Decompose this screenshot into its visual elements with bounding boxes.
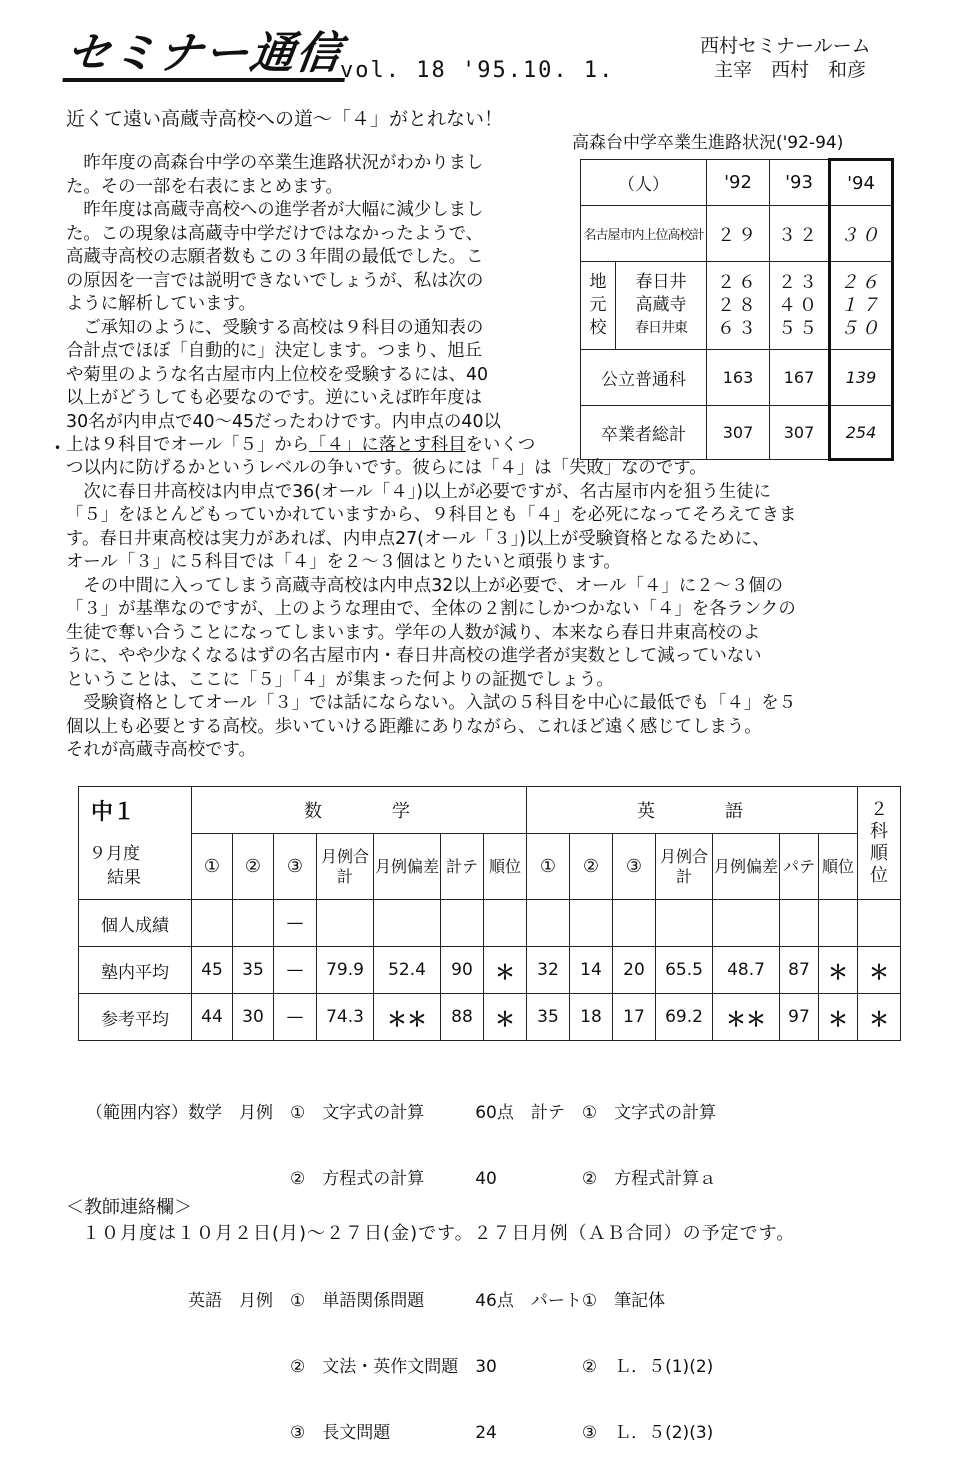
score-cell: ＊ — [858, 947, 901, 994]
article-line: それが高蔵寺高校です。 — [66, 740, 256, 760]
row-label: 卒業者総計 — [581, 406, 707, 460]
score-cell — [570, 900, 613, 947]
math-col-header: ③ — [274, 834, 317, 900]
organization — [700, 34, 871, 82]
score-table — [78, 786, 901, 1041]
score-cell: ＊ — [484, 994, 527, 1041]
underlined-phrase: 「４」に落とす科目 — [309, 435, 466, 455]
english-col-header: 月例合計 — [656, 834, 713, 900]
score-cell: 32 — [527, 947, 570, 994]
row-label: 公立普通科 — [581, 350, 707, 406]
cell-value: 307 — [707, 406, 770, 460]
article-line: た。この現象は高蔵寺中学だけではなかったようで、 — [66, 223, 484, 244]
career-table-title: 高森台中学卒業生進路状況('92-94) — [572, 133, 844, 153]
math-col-header: ① — [192, 834, 233, 900]
range-line: 英語 月例 ① 単語関係問題 46点 パート① 筆記体 — [86, 1291, 666, 1311]
score-cell: 52.4 — [374, 947, 441, 994]
math-col-header: 計テ — [441, 834, 484, 900]
article-line: 合計点でほぼ「自動的に」決定します。つまり、旭丘 — [66, 341, 482, 361]
article-line: ご承知のように、受験する高校は９科目の通知表の — [66, 317, 484, 338]
range-line: ② 文法・英作文問題 30 ② Ｌ．５(1)(2) — [86, 1357, 714, 1377]
score-cell: 14 — [570, 947, 613, 994]
english-col-header: パテ — [780, 834, 819, 900]
score-cell: 88 — [441, 994, 484, 1041]
row-label: 名古屋市内上位高校計 — [581, 206, 707, 262]
row-label: 個人成績 — [79, 900, 192, 947]
teacher-notes-body: １０月度は１０月２日(月)〜２７日(金)です。２７日月例（ＡＢ合同）の予定です。 — [82, 1223, 796, 1244]
cell-value: 167 — [770, 350, 830, 406]
article-line: や菊里のような名古屋市内上位校を受験するには、40 — [66, 364, 489, 385]
article-line: 高蔵寺高校の志願者数もこの３年間の最低でした。こ — [66, 247, 484, 267]
math-col-header: 順位 — [484, 834, 527, 900]
article-line-underlined: 上は９科目でオール「５」から「４」に落とす科目をいくつ — [66, 435, 536, 455]
score-cell: 35 — [233, 947, 274, 994]
math-col-header: 月例合計 — [317, 834, 374, 900]
score-cell: 45 — [192, 947, 233, 994]
range-line: （範囲内容）数学 月例 ① 文字式の計算 60点 計テ ① 文字式の計算 — [86, 1103, 717, 1123]
score-cell — [527, 900, 570, 947]
score-cell: ＊ — [819, 994, 858, 1041]
math-col-header: 月例偏差 — [374, 834, 441, 900]
article-line: ということは、ここに「５」「４」が集まった何よりの証拠でしょう。 — [66, 669, 614, 690]
year-header: '92 — [707, 160, 770, 206]
year-header-highlight: '94 — [830, 160, 893, 206]
score-cell — [713, 900, 780, 947]
two-subject-rank-header: ２ 科 順 位 — [858, 787, 901, 900]
article-line: す。春日井東高校は実力があれば、内申点27(オール「３」)以上が受験資格となるために、 — [66, 528, 770, 549]
range-line: ② 方程式の計算 40 ② 方程式計算ａ — [86, 1169, 717, 1189]
cell-value: ３２ — [770, 206, 830, 262]
english-header: 英 語 — [527, 787, 858, 834]
score-cell — [374, 900, 441, 947]
cell-value: 163 — [707, 350, 770, 406]
table-row — [79, 947, 901, 994]
english-col-header: ③ — [613, 834, 656, 900]
score-cell: 90 — [441, 947, 484, 994]
score-cell: 35 — [527, 994, 570, 1041]
score-cell: — — [274, 947, 317, 994]
article-line: た。その一部を右表にまとめます。 — [66, 176, 343, 197]
article-line: 「５」をほとんどもっていかれていますから、９科目とも「４」を必死になってそろえてきま — [66, 505, 797, 525]
article-line: つ以内に防げるかというレベルの争いです。彼らには「４」は「失敗」なのです。 — [66, 458, 707, 478]
article-line: 昨年度は高蔵寺高校への進学者が大幅に減少しまし — [66, 200, 484, 220]
score-cell — [656, 900, 713, 947]
unit-label: （人） — [581, 160, 707, 206]
score-cell — [819, 900, 858, 947]
score-cell: ＊ — [819, 947, 858, 994]
score-cell: 18 — [570, 994, 613, 1041]
math-col-header: ② — [233, 834, 274, 900]
score-cell: 97 — [780, 994, 819, 1041]
career-table — [580, 158, 894, 461]
score-cell — [192, 900, 233, 947]
local-values-92: ２６ ２８ ６３ — [707, 262, 770, 350]
score-cell: ＊＊ — [374, 994, 441, 1041]
score-cell — [233, 900, 274, 947]
article-body-narrow — [66, 152, 535, 458]
score-cell: — — [274, 900, 317, 947]
table-row — [79, 900, 901, 947]
score-cell: 30 — [233, 994, 274, 1041]
article-line: オール「３」に５科目では「４」を２〜３個はとりたいと頑張ります。 — [66, 552, 621, 572]
local-school-names: 春日井 高蔵寺 春日井東 — [616, 262, 707, 350]
score-cell: 87 — [780, 947, 819, 994]
cell-value-highlight: 254 — [830, 406, 893, 460]
org-name: 西村セミナールーム — [700, 35, 871, 57]
article-line: 生徒で奪い合うことになってしまいます。学年の人数が減り、本来なら春日井東高校のよ — [66, 622, 761, 643]
table-row — [79, 994, 901, 1041]
grade-label: 中１ — [79, 787, 192, 834]
local-values-94: ２６ １７ ５０ — [830, 262, 893, 350]
cell-value: ２９ — [707, 206, 770, 262]
volume-date: vol. 18 '95.10. 1. — [340, 58, 615, 83]
score-cell — [317, 900, 374, 947]
article-body-wide — [66, 457, 796, 763]
score-cell — [613, 900, 656, 947]
score-cell: 65.5 — [656, 947, 713, 994]
org-head: 主宰 西村 和彦 — [714, 59, 867, 81]
score-cell — [484, 900, 527, 947]
article-headline: 近くて遠い高蔵寺高校への道〜「４」がとれない！ — [66, 108, 504, 130]
score-cell: 48.7 — [713, 947, 780, 994]
article-line: の原因を一言では説明できないでしょうが、私は次の — [66, 270, 484, 291]
score-cell: 44 — [192, 994, 233, 1041]
score-cell: ＊ — [484, 947, 527, 994]
english-col-header: 順位 — [819, 834, 858, 900]
article-line: 個以上も必要とする高校。歩いていける距離にありながら、これほど遠く感じてしまう。 — [66, 716, 762, 737]
local-school-label: 地 元 校 — [581, 262, 616, 350]
article-line: 次に春日井高校は内申点で36(オール「４」)以上が必要ですが、名古屋市内を狙う生徒に — [66, 481, 771, 502]
article-line: ように解析しています。 — [66, 294, 256, 314]
article-line: 昨年度の高森台中学の卒業生進路状況がわかりまし — [66, 153, 484, 173]
cell-value-highlight: ３０ — [830, 206, 893, 262]
score-cell: ＊ — [858, 994, 901, 1041]
year-header: '93 — [770, 160, 830, 206]
article-line: 30名が内申点で40〜45だったわけです。内申点の40以 — [66, 411, 501, 432]
score-cell: — — [274, 994, 317, 1041]
score-cell: 74.3 — [317, 994, 374, 1041]
teacher-notes-title: ＜教師連絡欄＞ — [66, 1197, 192, 1218]
score-cell — [441, 900, 484, 947]
article-line: その中間に入ってしまう高蔵寺高校は内申点32以上が必要で、オール「４」に２〜３個の — [66, 575, 784, 596]
score-cell: 69.2 — [656, 994, 713, 1041]
article-line: 「３」が基準なのですが、上のような理由で、全体の２割にしかつかない「４」を各ランクの — [66, 599, 796, 619]
margin-dot: • — [54, 441, 62, 455]
score-cell: 17 — [613, 994, 656, 1041]
score-cell: 79.9 — [317, 947, 374, 994]
english-col-header: ① — [527, 834, 570, 900]
score-cell: ＊＊ — [713, 994, 780, 1041]
article-line: 受験資格としてオール「３」では話にならない。入試の５科目を中心に最低でも「４」を５ — [66, 693, 797, 713]
range-line: ③ 長文問題 24 ③ Ｌ．５(2)(3) — [86, 1423, 714, 1443]
range-content — [86, 1058, 716, 1466]
score-cell: 20 — [613, 947, 656, 994]
article-line: うに、やや少なくなるはずの名古屋市内・春日井高校の進学者が実数として減っていない — [66, 646, 762, 666]
newsletter-logo: セミナー通信 — [62, 30, 351, 82]
article-line: 以上がどうしても必要なのです。逆にいえば昨年度は — [66, 388, 482, 408]
month-result-label: ９月度 結果 — [79, 834, 192, 900]
score-cell — [780, 900, 819, 947]
english-col-header: ② — [570, 834, 613, 900]
cell-value: 307 — [770, 406, 830, 460]
math-header: 数 学 — [192, 787, 527, 834]
row-label: 参考平均 — [79, 994, 192, 1041]
local-values-93: ２３ ４０ ５５ — [770, 262, 830, 350]
score-cell — [858, 900, 901, 947]
row-label: 塾内平均 — [79, 947, 192, 994]
cell-value-highlight: 139 — [830, 350, 893, 406]
english-col-header: 月例偏差 — [713, 834, 780, 900]
